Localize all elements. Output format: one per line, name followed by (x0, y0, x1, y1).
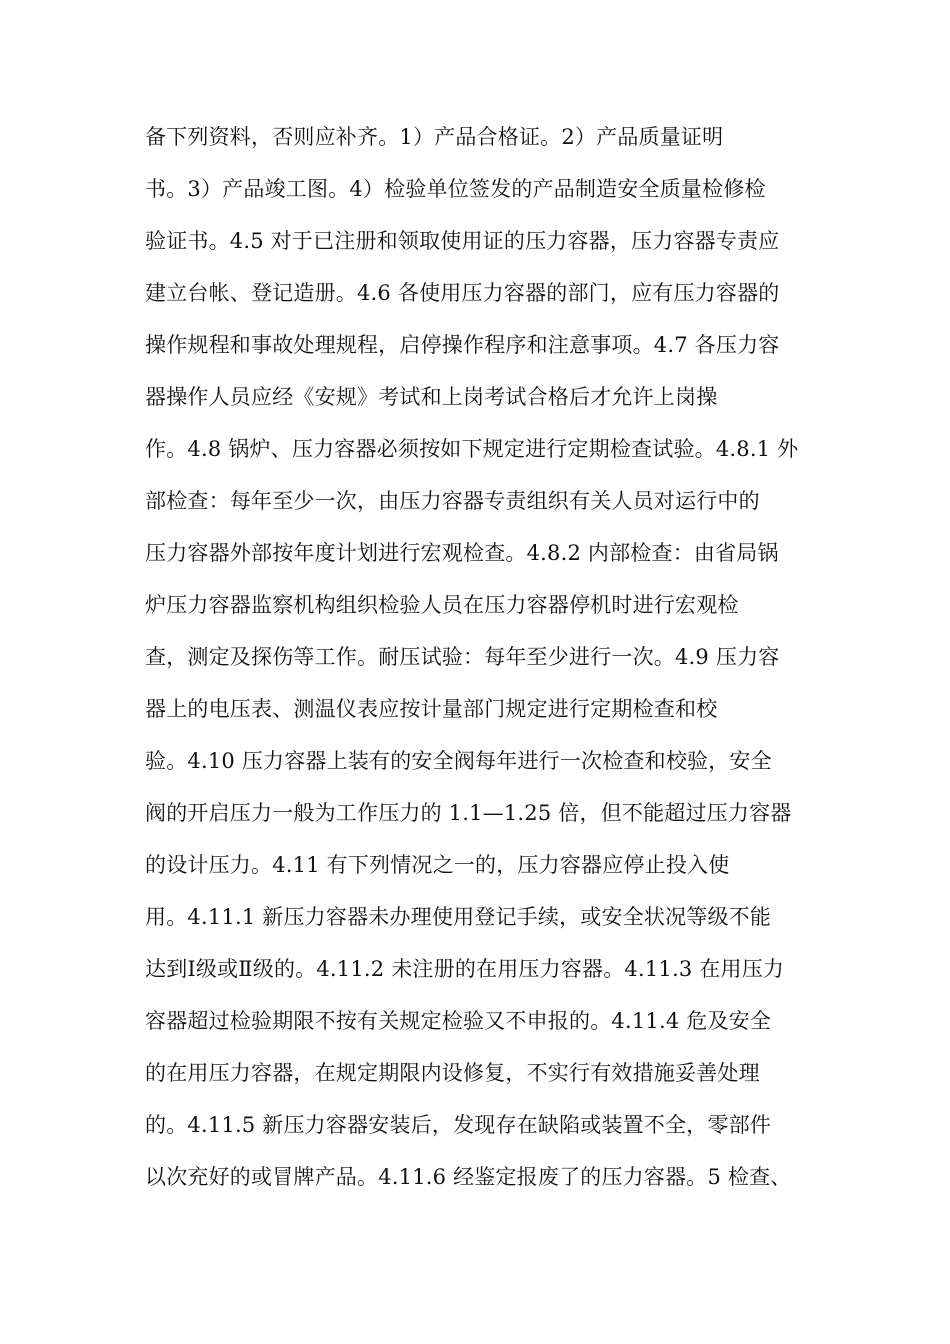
text-line: 备下列资料，否则应补齐。1）产品合格证。2）产品质量证明 (145, 125, 724, 149)
text-line: 验证书。4.5 对于已注册和领取使用证的压力容器，压力容器专责应 (145, 229, 780, 253)
text-line: 操作规程和事故处理规程，启停操作程序和注意事项。4.7 各压力容 (145, 333, 780, 357)
text-line: 用。4.11.1 新压力容器未办理使用登记手续，或安全状况等级不能 (145, 905, 772, 929)
text-line: 以次充好的或冒牌产品。4.11.6 经鉴定报废了的压力容器。5 检查、 (145, 1165, 792, 1189)
text-line: 达到Ⅰ级或Ⅱ级的。4.11.2 未注册的在用压力容器。4.11.3 在用压力 (145, 957, 785, 981)
text-line: 阀的开启压力一般为工作压力的 1.1—1.25 倍，但不能超过压力容器 (145, 801, 792, 825)
text-line: 的。4.11.5 新压力容器安装后，发现存在缺陷或装置不全，零部件 (145, 1113, 772, 1137)
text-line: 的在用压力容器，在规定期限内设修复，不实行有效措施妥善处理 (145, 1061, 760, 1085)
text-line: 查，测定及探伤等工作。耐压试验：每年至少进行一次。4.9 压力容 (145, 645, 780, 669)
text-line: 炉压力容器监察机构组织检验人员在压力容器停机时进行宏观检 (145, 593, 739, 617)
text-line: 作。4.8 锅炉、压力容器必须按如下规定进行定期检查试验。4.8.1 外 (145, 437, 799, 461)
text-line: 压力容器外部按年度计划进行宏观检查。4.8.2 内部检查：由省局锅 (145, 541, 779, 565)
text-line: 书。3）产品竣工图。4）检验单位签发的产品制造安全质量检修检 (145, 177, 766, 201)
text-line: 器操作人员应经《安规》考试和上岗考试合格后才允许上岗操 (145, 385, 718, 409)
body-text (145, 117, 815, 1209)
text-line: 器上的电压表、测温仪表应按计量部门规定进行定期检查和校 (145, 697, 718, 721)
text-line: 的设计压力。4.11 有下列情况之一的，压力容器应停止投入使 (145, 853, 730, 877)
text-line: 建立台帐、登记造册。4.6 各使用压力容器的部门，应有压力容器的 (145, 281, 780, 305)
text-line: 验。4.10 压力容器上装有的安全阀每年进行一次检查和校验，安全 (145, 749, 772, 773)
text-line: 部检查：每年至少一次，由压力容器专责组织有关人员对运行中的 (145, 489, 760, 513)
text-line: 容器超过检验期限不按有关规定检验又不申报的。4.11.4 危及安全 (145, 1009, 772, 1033)
